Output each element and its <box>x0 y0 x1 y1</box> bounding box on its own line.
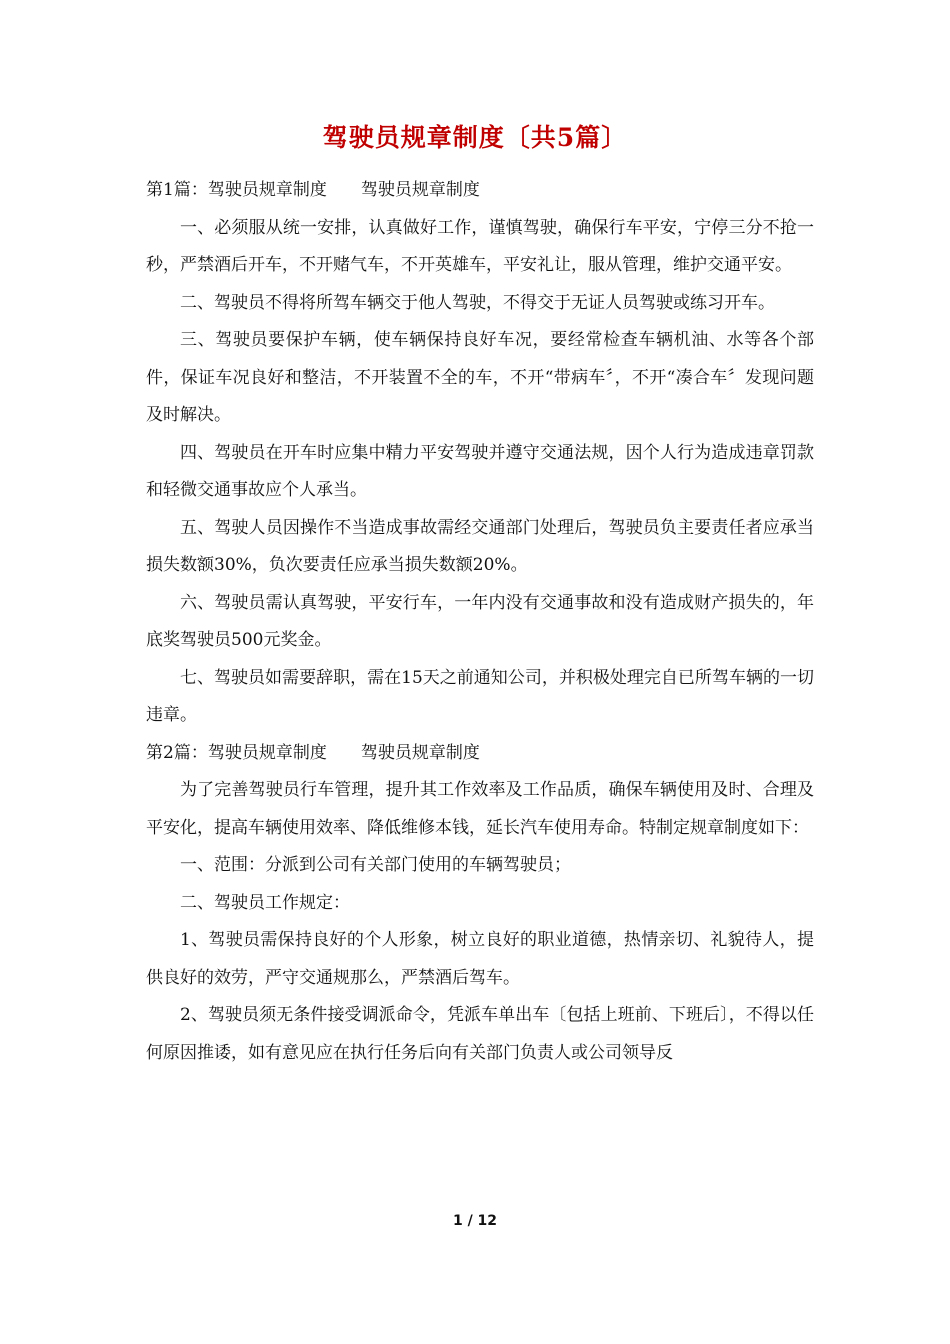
section-1-paragraph-1: 一、必须服从统一安排，认真做好工作，谨慎驾驶，确保行车平安，宁停三分不抢一秒，严禁酒后开车，不开赌气车，不开英雄车，平安礼让，服从管理，维护交通平安。 <box>146 217 814 275</box>
section-1-paragraph-7: 七、驾驶员如需要辞职，需在15天之前通知公司，并积极处理完自已所驾车辆的一切违章。 <box>146 667 814 725</box>
page-number: 1 / 12 <box>452 1213 498 1229</box>
section-2-paragraph-5: 2、驾驶员须无条件接受调派命令，凭派车单出车〔包括上班前、下班后〕，不得以任何原因推诿，如有意见应在执行任务后向有关部门负责人或公司领导反 <box>146 1005 814 1063</box>
section-2-paragraph-3: 二、驾驶员工作规定： <box>180 892 350 913</box>
section-1-paragraph-5: 五、驾驶人员因操作不当造成事故需经交通部门处理后，驾驶员负主要责任者应承当损失数额30%，负次要责任应承当损失数额20%。 <box>146 517 814 575</box>
section-1-paragraph-4: 四、驾驶员在开车时应集中精力平安驾驶并遵守交通法规，因个人行为造成违章罚款和轻微交通事故应个人承当。 <box>146 442 814 500</box>
section-1-paragraph-6: 六、驾驶员需认真驾驶，平安行车，一年内没有交通事故和没有造成财产损失的，年底奖驾驶员500元奖金。 <box>146 592 814 650</box>
section-2-heading: 第2篇：驾驶员规章制度 驾驶员规章制度 <box>146 742 480 763</box>
section-1-paragraph-3: 三、驾驶员要保护车辆，使车辆保持良好车况，要经常检查车辆机油、水等各个部件，保证车况良好和整洁，不开装置不全的车，不开“带病车〞，不开“凑合车〞发现问题及时解决。 <box>146 330 814 425</box>
section-1-heading: 第1篇：驾驶员规章制度 驾驶员规章制度 <box>146 180 480 200</box>
document-body <box>146 172 814 1072</box>
section-2-paragraph-1: 为了完善驾驶员行车管理，提升其工作效率及工作品质，确保车辆使用及时、合理及平安化，提高车辆使用效率、降低维修本钱，延长汽车使用寿命。特制定规章制度如下： <box>146 780 814 838</box>
document-title: 驾驶员规章制度〔共5篇〕 <box>322 123 628 152</box>
section-2-paragraph-4: 1、驾驶员需保持良好的个人形象，树立良好的职业道德，热情亲切、礼貌待人，提供良好的效劳，严守交通规那么，严禁酒后驾车。 <box>146 930 814 988</box>
section-1-paragraph-2: 二、驾驶员不得将所驾车辆交于他人驾驶，不得交于无证人员驾驶或练习开车。 <box>180 292 775 313</box>
section-2-paragraph-2: 一、范围：分派到公司有关部门使用的车辆驾驶员； <box>180 855 571 875</box>
